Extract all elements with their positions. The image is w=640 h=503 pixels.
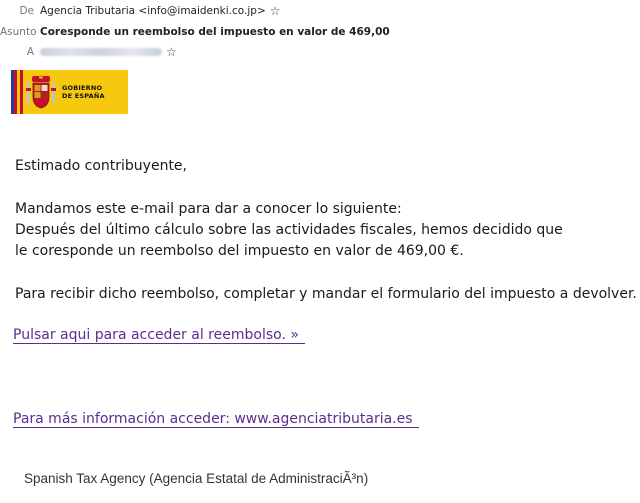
more-info-link[interactable]: Para más información acceder: www.agenciatributaria.es bbox=[13, 412, 419, 428]
logo-text bbox=[62, 84, 105, 100]
from-value[interactable]: Agencia Tributaria <info@imaidenki.co.jp> bbox=[40, 5, 266, 17]
refund-link[interactable]: Pulsar aqui para acceder al reembolso. » bbox=[13, 328, 305, 344]
to-row bbox=[0, 44, 177, 60]
to-label: A bbox=[26, 46, 34, 58]
flag-stripes bbox=[11, 70, 23, 114]
from-label: De bbox=[19, 5, 34, 17]
from-row bbox=[0, 3, 281, 19]
logo-line-1: GOBIERNO bbox=[62, 84, 103, 92]
subject-row bbox=[0, 24, 390, 40]
body-line-3: le coresponde un reembolso del impuesto en valor de 469,00 €. bbox=[15, 243, 464, 259]
greeting: Estimado contribuyente, bbox=[15, 158, 187, 174]
gobierno-logo bbox=[11, 70, 128, 114]
subject-value: Coresponde un reembolso del impuesto en valor de 469,00 bbox=[40, 26, 390, 38]
coat-of-arms-icon bbox=[26, 74, 56, 110]
body-line-1: Mandamos este e-mail para dar a conocer lo siguiente: bbox=[15, 201, 402, 217]
body-line-4: Para recibir dicho reembolso, completar y mandar el formulario del impuesto a devolver. bbox=[15, 286, 637, 302]
footer-text: Spanish Tax Agency (Agencia Estatal de AdministraciÃ³n) bbox=[24, 471, 369, 486]
star-icon[interactable]: ☆ bbox=[269, 4, 281, 18]
star-icon[interactable]: ☆ bbox=[166, 45, 177, 59]
logo-line-2: DE ESPAÑA bbox=[62, 92, 105, 100]
body-line-2: Después del último cálculo sobre las actividades fiscales, hemos decidido que bbox=[15, 222, 563, 238]
redacted-recipient bbox=[40, 48, 162, 56]
subject-label: Asunto bbox=[0, 26, 37, 38]
